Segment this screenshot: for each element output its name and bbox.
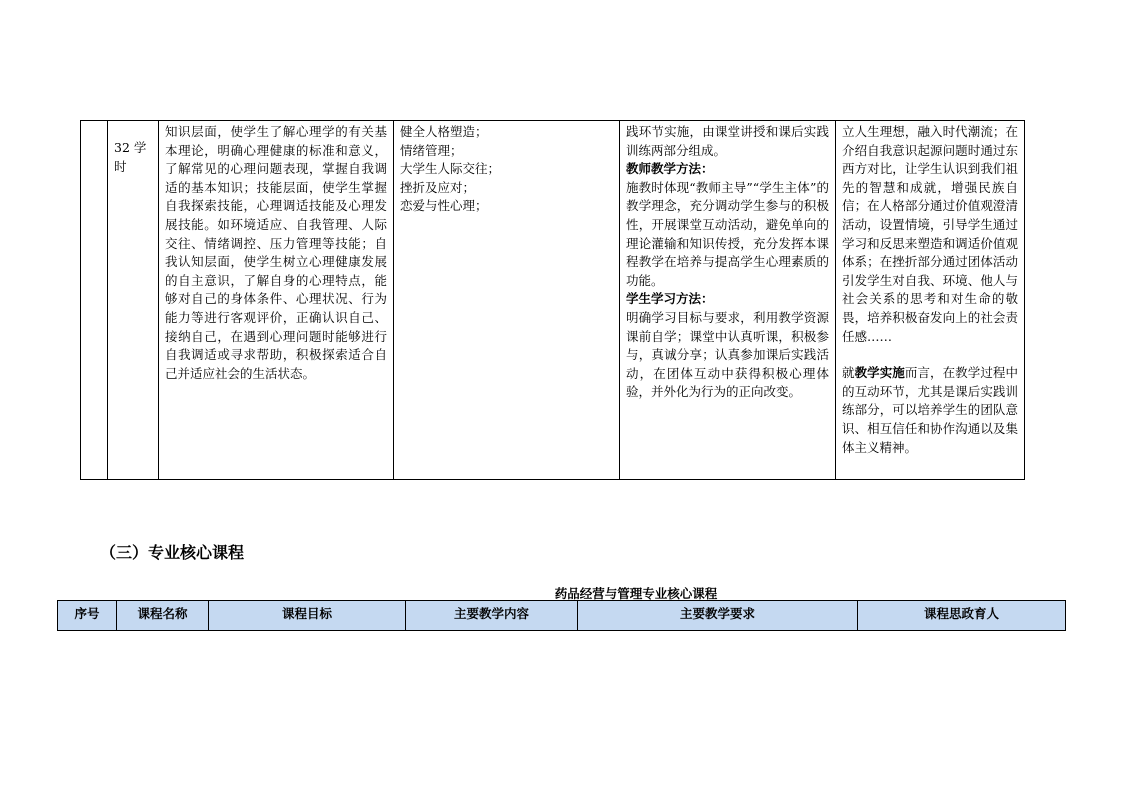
student-method-label: 学生学习方法： <box>626 291 714 307</box>
hours-cell: 32 学时 <box>108 121 159 480</box>
content-line: 健全人格塑造； <box>400 124 488 139</box>
course-goal-cell: 知识层面，使学生了解心理学的有关基本理论，明确心理健康的标准和意义，了解常见的心理问题表现，掌握自我调适的基本知识；技能层面，使学生掌握自我探索技能，心理调适技能及心理发展技能。如环境适应、自我管理、人际交往、情绪调控、压力管理等技能；自我认知层面，使学生树立心理健康发展的自主意识，了解自身的心理特点，能够对自己的身体条件、心理状况、行为能力等进行客观评价，正确认识自己、接纳自己，在遇到心理问题时能够进行自我调适或寻求帮助，积极探索适合自己并适应社会的生活状态。 <box>159 121 394 480</box>
content-line: 情绪管理； <box>400 142 463 158</box>
student-method-text: 明确学习目标与要求，利用教学资源课前自学；课堂中认真听课，积极参与，真诚分享；认真参加课后实践活动，在团体互动中获得积极心理体验，并外化为行为的正向改变。 <box>626 309 829 400</box>
teacher-method-text: 施教时体现“教师主导”“学生主体”的教学理念，充分调动学生参与的积极性，开展课堂互动活动，避免单向的理论灌输和知识传授，充分发挥本课程教学在培养与提高学生心理素质的功能。 <box>626 179 829 288</box>
ideological-paragraph: 立人生理想，融入时代潮流；在介绍自我意识起源问题时通过东西方对比，让学生认识到我们祖先的智慧和成就，增强民族自信；在人格部分通过价值观澄清活动，设置情境，引导学生通过学习和反思来塑造和调适价值观体系；在挫折部分通过团体活动引发学生对自我、环境、他人与社会关系的思考和对生命的敬畏，培养积极奋发向上的社会责任感…… <box>842 124 1018 344</box>
table-row <box>81 121 1025 480</box>
content-line: 挫折及应对； <box>400 179 476 195</box>
section-heading: （三）专业核心课程 <box>100 543 245 562</box>
course-continuation-table <box>80 120 1025 480</box>
content-line: 大学生人际交往； <box>400 161 501 177</box>
content-line: 恋爱与性心理； <box>400 198 488 214</box>
paragraph-body: 而言，在教学过程中的互动环节，尤其是课后实践训练部分，可以培养学生的团队意识、相互信任和协作沟通以及集体主义精神。 <box>842 365 1018 455</box>
teacher-method-label: 教师教学方法： <box>626 161 714 177</box>
column-header-ideological-education: 课程思政育人 <box>858 601 1066 631</box>
ideological-paragraph <box>842 364 1018 457</box>
paragraph-prefix: 就 <box>842 365 855 381</box>
column-header-course-goal: 课程目标 <box>209 601 406 631</box>
ideological-education-cell <box>836 121 1025 480</box>
core-course-table <box>57 600 1066 631</box>
table-caption: 药品经营与管理专业核心课程 <box>554 586 718 601</box>
table-header-row <box>58 601 1066 631</box>
column-header-teaching-requirements: 主要教学要求 <box>578 601 858 631</box>
index-cell <box>81 121 108 480</box>
column-header-index: 序号 <box>58 601 117 631</box>
paragraph-gap <box>842 346 1018 364</box>
column-header-course-name: 课程名称 <box>117 601 209 631</box>
teaching-requirements-cell <box>620 121 836 480</box>
column-header-teaching-content: 主要教学内容 <box>406 601 578 631</box>
requirements-intro: 践环节实施，由课堂讲授和课后实践训练两部分组成。 <box>626 124 829 158</box>
teaching-implementation-term: 教学实施 <box>854 365 905 381</box>
teaching-content-cell <box>394 121 620 480</box>
